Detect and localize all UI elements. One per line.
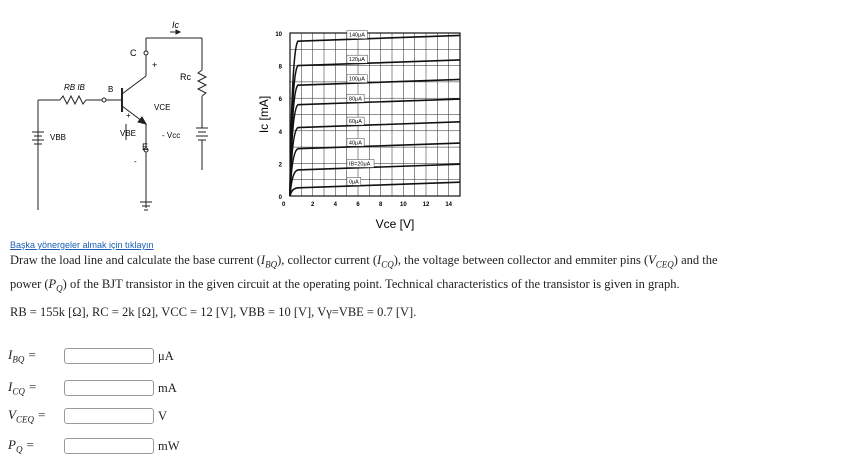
minus-label: - (134, 157, 137, 166)
problem-given-values: RB = 155k [Ω], RC = 2k [Ω], VCC = 12 [V], VBB = 10 [V], Vγ=VBE = 0.7 [V]. (10, 305, 417, 319)
y-tick-label: 8 (278, 64, 282, 71)
answer-row-bq (8, 347, 174, 365)
curve-label: 80μA (348, 96, 362, 103)
vbb-label: VBB (50, 133, 67, 142)
origin-label: 0 (282, 202, 286, 208)
answer-row-ceq (8, 407, 167, 425)
problem-line-1: Draw the load line and calculate the base current $(I_{BQ})$, collector current $(I_{CQ})$, the voltage between collector and emmiter pins $(V_{CEQ})$ and the (10, 253, 718, 270)
y-tick-label: 4 (278, 129, 282, 136)
ib-curve (290, 164, 460, 196)
answer-input-q[interactable] (64, 438, 154, 454)
curve-label: 100μA (348, 76, 365, 83)
ic-label: Ic (172, 20, 180, 30)
curve-label: 0μA (348, 179, 359, 186)
b-label: B (108, 85, 114, 94)
x-axis-label: Vce [V] (375, 217, 415, 231)
y-axis-label: Ic [mA] (257, 95, 271, 134)
x-tick-label: 10 (399, 202, 407, 208)
answer-label: $I_{BQ}$ = (8, 347, 37, 365)
curve-label: 60μA (348, 119, 362, 126)
answer-input-ceq[interactable] (64, 408, 154, 424)
c-label: C (130, 48, 137, 58)
ib-curve (290, 76, 460, 196)
x-tick-label: 12 (422, 202, 430, 208)
y-tick-label: 6 (278, 97, 282, 104)
answer-unit: μA (158, 348, 174, 363)
curve-label: IB=20μA (348, 161, 371, 168)
rc-label: Rc (180, 72, 191, 82)
plus-label-2: + (126, 111, 131, 120)
answer-row-cq (8, 379, 177, 397)
x-tick-label: 2 (310, 202, 315, 208)
vcc-label: - Vcc (162, 131, 181, 140)
characteristic-graph (250, 18, 490, 233)
rb-ib-label: RB IB (64, 83, 85, 92)
answer-input-cq[interactable] (64, 380, 154, 396)
plus-label-1: + (152, 60, 158, 70)
instructions-link[interactable]: Başka yönergeler almak için tıklayın (10, 240, 154, 250)
vbe-label: VBE (120, 129, 137, 138)
y-tick-label: 2 (278, 162, 282, 169)
y-tick-label: 0 (278, 195, 282, 201)
curve-label: 120μA (348, 57, 365, 64)
y-tick-label: 10 (275, 32, 282, 38)
answer-input-bq[interactable] (64, 348, 154, 364)
answer-row-q (8, 437, 180, 455)
x-tick-label: 6 (356, 202, 360, 208)
answer-unit: mA (158, 380, 177, 395)
x-tick-label: 8 (378, 202, 383, 208)
answer-unit: V (158, 408, 168, 423)
x-tick-label: 14 (445, 202, 453, 208)
answer-label: $V_{CEQ}$ = (8, 407, 46, 425)
curve-label: 40μA (348, 140, 362, 147)
e-label: E (142, 142, 149, 152)
ib-curve (290, 32, 460, 196)
bjt-circuit-diagram (30, 20, 230, 220)
answer-label: $I_{CQ}$ = (8, 379, 37, 397)
x-tick-label: 4 (333, 202, 338, 208)
answer-label: $P_Q$ = (8, 437, 35, 455)
ib-curve (290, 182, 460, 196)
curve-label: 140μA (348, 32, 365, 39)
answer-unit: mW (158, 438, 180, 453)
problem-line-2: power $(P_Q)$ of the BJT transistor in the given circuit at the operating point. Technical characteristics of the transistor is given in graph. (10, 277, 680, 294)
vce-label: VCE (154, 103, 171, 112)
